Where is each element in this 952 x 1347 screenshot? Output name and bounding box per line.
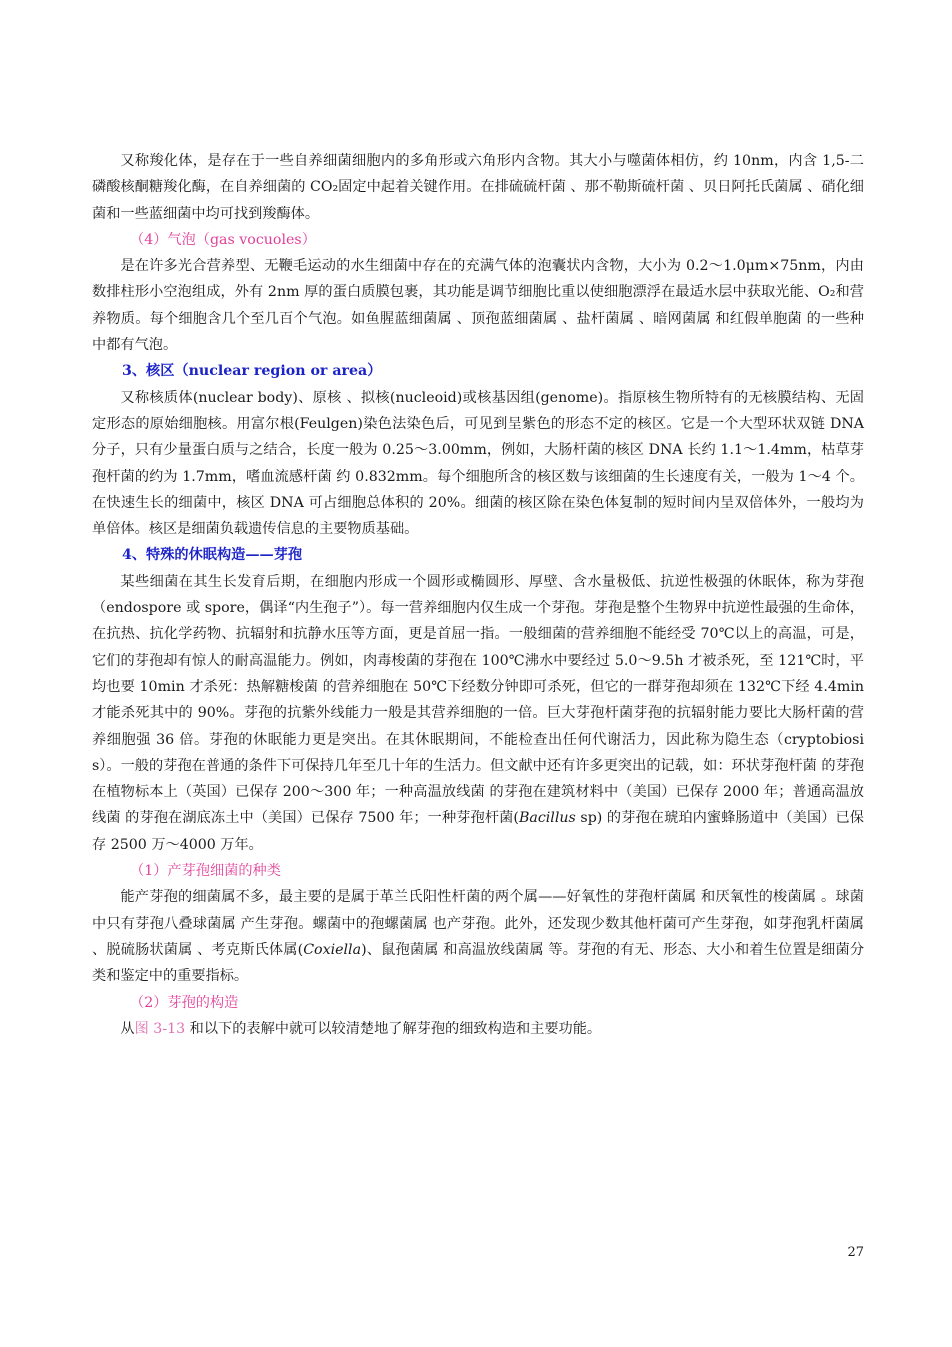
paragraph-spore-bacteria-kinds <box>92 884 864 989</box>
bacillus-italic: Bacillus <box>518 810 576 827</box>
kinds-text-b: )、鼠孢菌属 和高温放线菌属 等。芽孢的有无、形态、大小和着生位置是细菌分类和鉴定中的重要指标。 <box>92 941 865 985</box>
kinds-text-a: 能产芽孢的细菌属不多，最主要的是属于革兰氏阳性杆菌的两个属——好氧性的芽孢杆菌属 和厌氧性的梭菌属 。球菌中只有芽孢八叠球菌属 产生芽孢。螺菌中的孢螺菌属 也产芽孢。此外，还发现少数其他杆菌可产生芽孢，如芽孢乳杆菌属 、脱硫肠状菌属 、考克斯氏体属( <box>92 889 864 958</box>
paragraph-gas-vacuoles: 是在许多光合营养型、无鞭毛运动的水生细菌中存在的充满气体的泡囊状内含物，大小为 0.2～1.0μm×75nm，内由数排柱形小空泡组成，外有 2nm 厚的蛋白质膜包裹，其功能是调节细胞比重以使细胞漂浮在最适水层中获取光能、O₂和营养物质。每个细胞含几个至几百个气泡。如鱼腥蓝细菌属 、顶孢蓝细菌属 、盐杆菌属 、暗网菌属 和红假单胞菌 的一些种中都有气泡。 <box>92 258 864 354</box>
subheading-spore-structure: （2）芽孢的构造 <box>130 994 239 1011</box>
document-body <box>92 148 864 1042</box>
coxiella-italic: Coxiella <box>303 941 362 958</box>
page-number: 27 <box>847 1245 864 1260</box>
paragraph-nuclear-region: 又称核质体(nuclear body)、原核 、拟核(nucleoid)或核基因组(genome)。指原核生物所特有的无核膜结构、无固定形态的原始细胞核。用富尔根(Feulgen)染色法染色后，可见到呈紫色的形态不定的核区。它是一个大型环状双链 DNA 分子，只有少量蛋白质与之结合，长度一般为 0.25～3.00mm，例如，大肠杆菌的核区 DNA 长约 1.1～1.4mm，枯草芽孢杆菌的约为 1.7mm，嗜血流感杆菌 约 0.832mm。每个细胞所含的核区数与该细菌的生长速度有关，一般为 1～4 个。在快速生长的细菌中，核区 DNA 可占细胞总体积的 20%。细菌的核区除在染色体复制的短时间内呈双倍体外，一般均为单倍体。核区是细菌负载遗传信息的主要物质基础。 <box>92 389 864 538</box>
section-heading-nuclear-region: 3、核区（nuclear region or area） <box>122 363 382 380</box>
subheading-gas-vacuoles: （4）气泡（gas vocuoles） <box>130 231 316 248</box>
structure-text-a: 从 <box>120 1020 135 1037</box>
endospore-text-tail-a: 一种芽孢杆菌( <box>427 810 519 827</box>
subheading-spore-bacteria-kinds: （1）产芽孢细菌的种类 <box>130 863 281 880</box>
endospore-text-tail-b: sp) 的芽孢在琥珀内蜜蜂肠道中（美国）已保存 2500 万～4000 万年。 <box>92 810 864 853</box>
section-heading-endospore: 4、特殊的休眠构造——芽孢 <box>122 547 303 564</box>
figure-3-13-link[interactable]: 图 3-13 <box>134 1020 186 1037</box>
structure-text-b: 和以下的表解中就可以较清楚地了解芽孢的细致构造和主要功能。 <box>185 1020 602 1037</box>
endospore-text: 某些细菌在其生长发育后期，在细胞内形成一个圆形或椭圆形、厚壁、含水量极低、抗逆性极强的休眠体，称为芽孢（endospore 或 spore，偶译“内生孢子”）。每一营养细胞内仅生成一个芽孢。芽孢是整个生物界中抗逆性最强的生命体，在抗热、抗化学药物、抗辐射和抗静水压等方面，更是首屈一指。一般细菌的营养细胞不能经受 70℃以上的高温，可是，它们的芽孢却有惊人的耐高温能力。例如，肉毒梭菌的芽孢在 100℃沸水中要经过 5.0～9.5h 才被杀死，至 121℃时，平均也要 10min 才杀死：热解糖梭菌 的营养细胞在 50℃下经数分钟即可杀死，但它的一群芽孢却须在 132℃下经 4.4min 才能杀死其中的 90%。芽孢的抗紫外线能力一般是其营养细胞的一倍。巨大芽孢杆菌芽孢的抗辐射能力要比大肠杆菌的营养细胞强 36 倍。芽孢的休眠能力更是突出。在其休眠期间，不能检查出任何代谢活力，因此称为隐生态（cryptobiosis）。一般的芽孢在普通的条件下可保持几年至几十年的生活力。但文献中还有许多更突出的记载，如：环状芽孢杆菌 的芽孢在植物标本上（英国）已保存 200～300 年；一种高温放线菌 的芽孢在建筑材料中（美国）已保存 2000 年；普通高温放线菌 的芽孢在湖底冻土中（美国）已保存 7500 年； <box>92 573 864 827</box>
paragraph-endospore <box>92 569 864 858</box>
paragraph-carboxysome: 又称羧化体，是存在于一些自养细菌细胞内的多角形或六角形内含物。其大小与噬菌体相仿，约 10nm，内含 1,5-二磷酸核酮糖羧化酶，在自养细菌的 CO₂固定中起着关键作用。在排硫硫杆菌 、那不勒斯硫杆菌 、贝日阿托氏菌属 、硝化细菌和一些蓝细菌中均可找到羧酶体。 <box>92 153 864 222</box>
paragraph-spore-structure <box>92 1016 864 1042</box>
